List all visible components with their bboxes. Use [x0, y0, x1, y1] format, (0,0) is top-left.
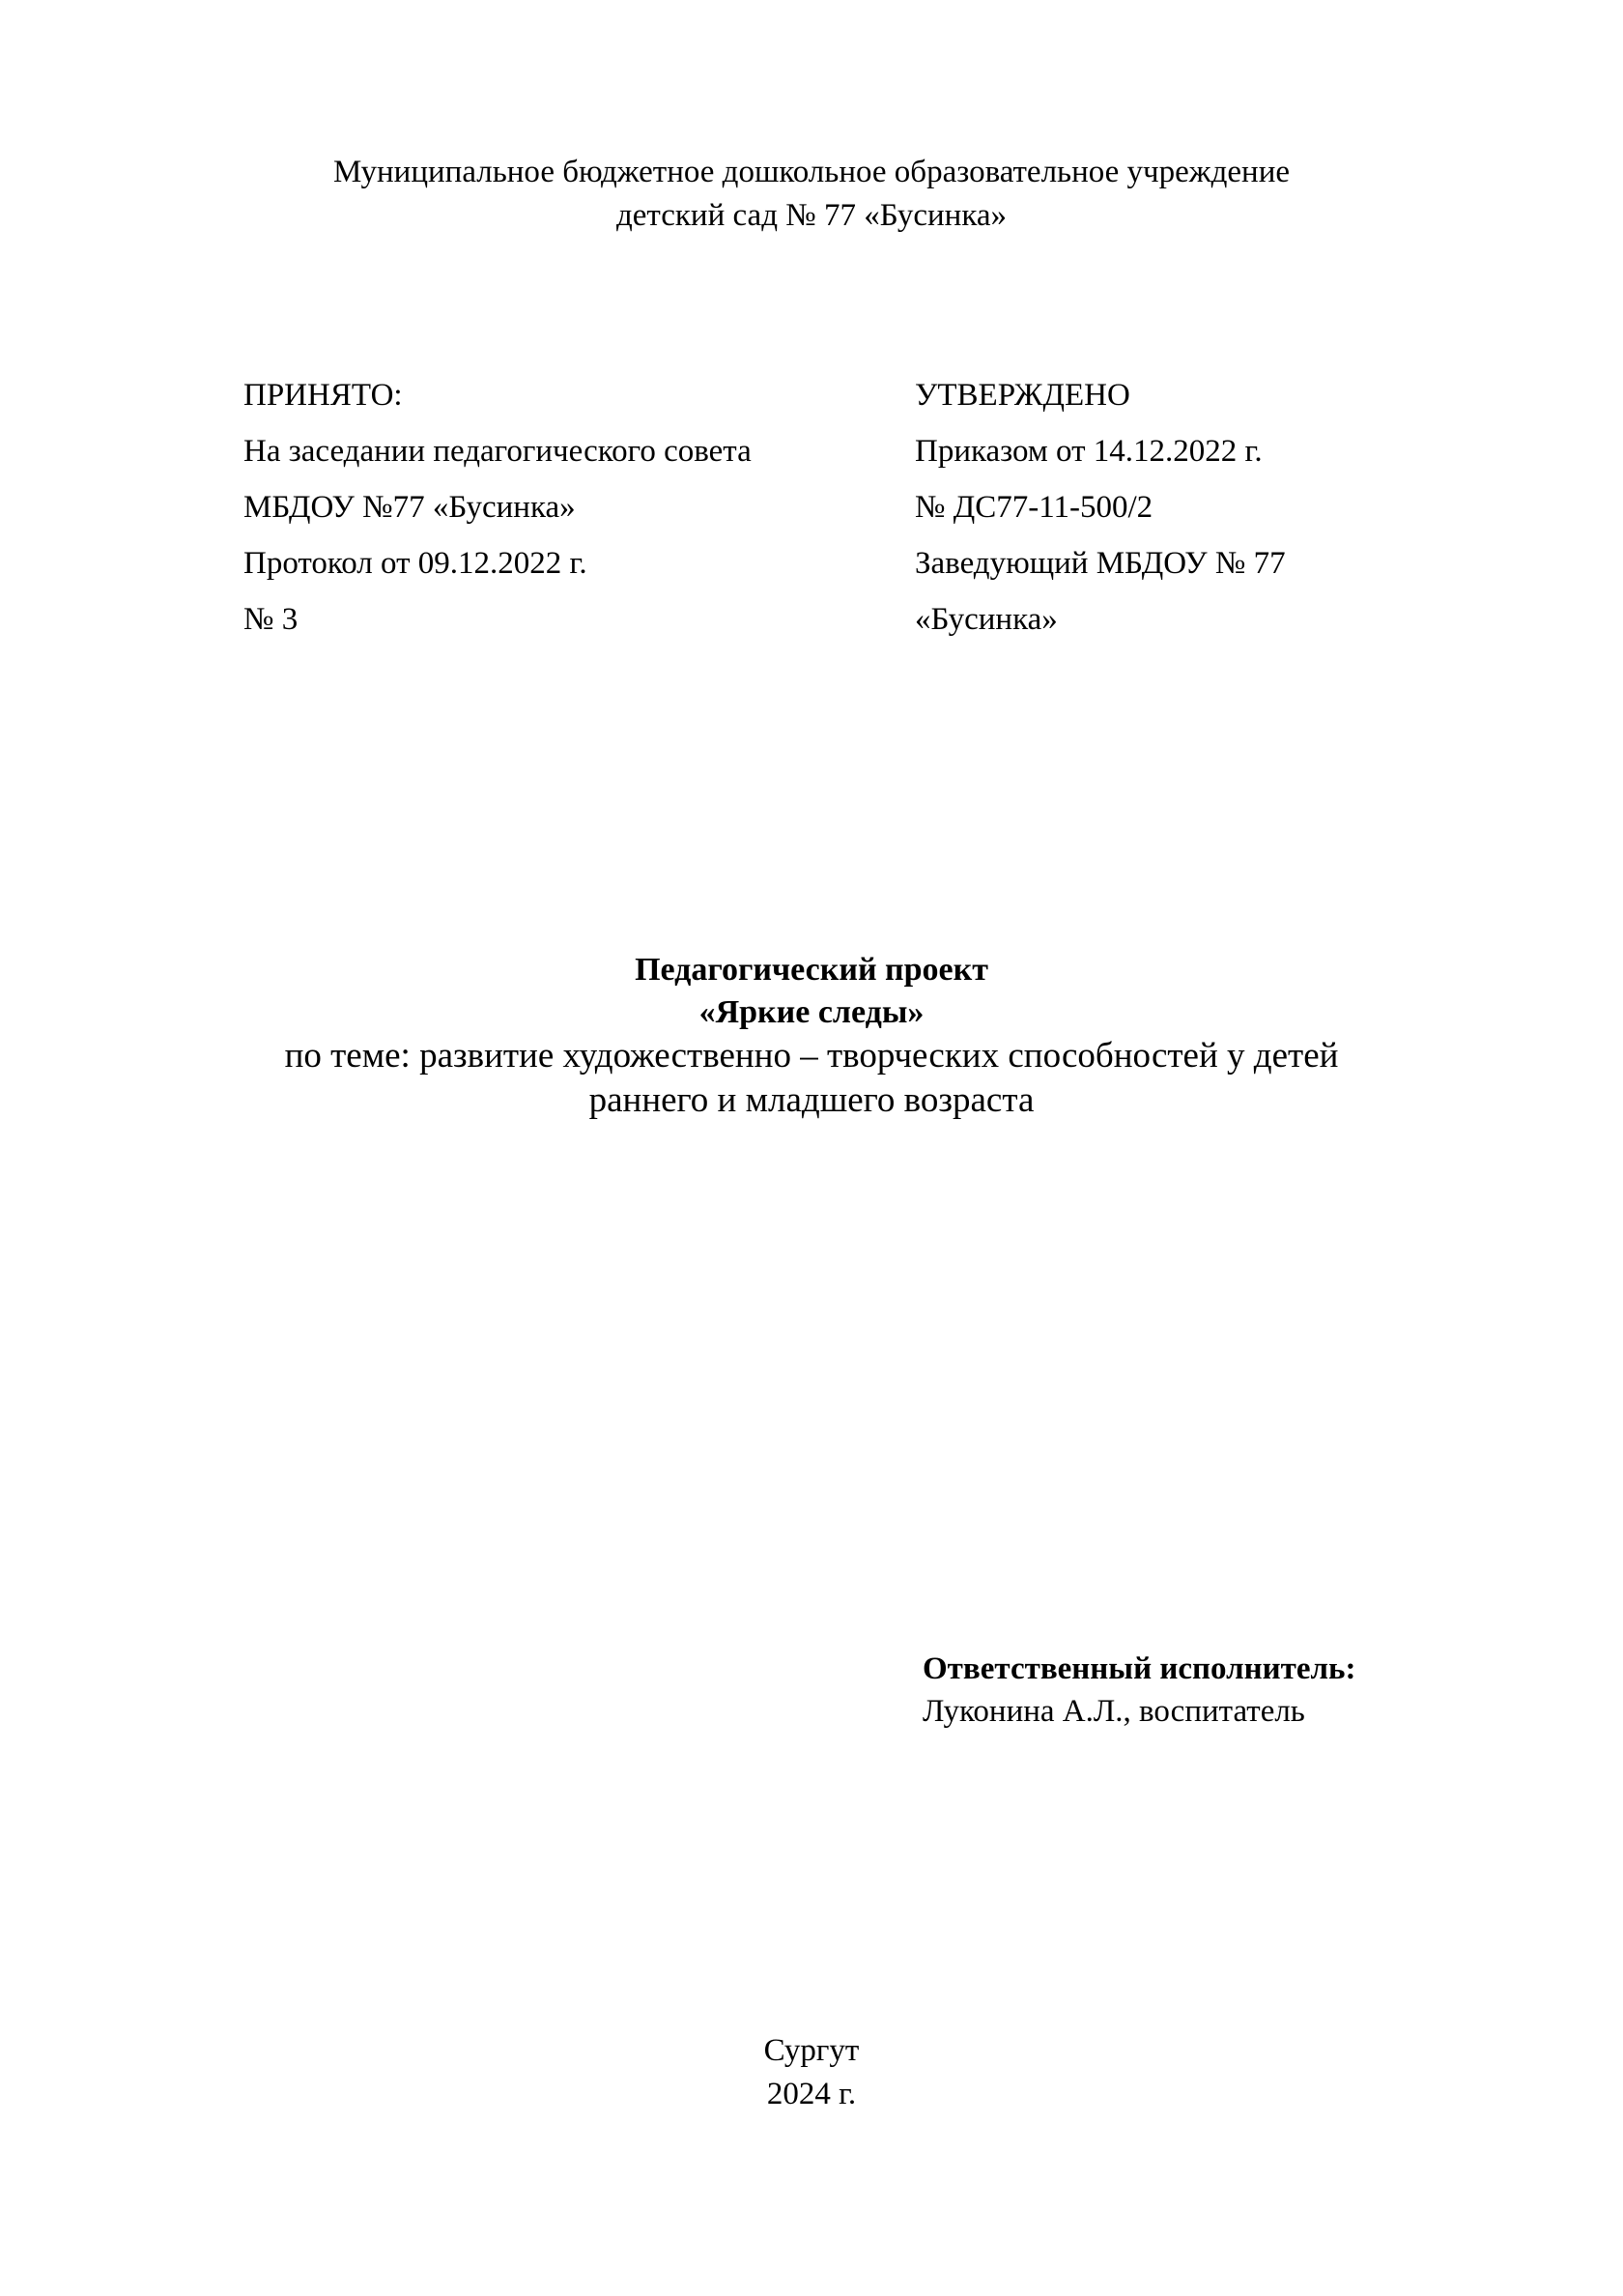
executor-name: Луконина А.Л., воспитатель	[923, 1694, 1305, 1729]
approved-institution: «Бусинка»	[915, 602, 1058, 637]
project-name: «Яркие следы»	[698, 994, 925, 1030]
project-title-block	[0, 949, 1623, 1123]
executor-block	[923, 1648, 1355, 1733]
project-title: Педагогический проект	[635, 952, 988, 988]
approved-order-date: Приказом от 14.12.2022 г.	[915, 434, 1263, 469]
approved-order-number: № ДС77-11-500/2	[915, 490, 1153, 525]
footer-block	[0, 2029, 1623, 2116]
footer-year: 2024 г.	[766, 2077, 857, 2111]
project-topic-line-1: по теме: развитие художественно – творческих способностей у детей	[284, 1036, 1339, 1076]
accepted-protocol-number: № 3	[243, 602, 299, 637]
approved-title: УТВЕРЖДЕНО	[915, 378, 1130, 413]
organization-header	[0, 151, 1623, 238]
organization-name: Муниципальное бюджетное дошкольное образовательное учреждение	[333, 155, 1290, 189]
accepted-protocol-date: Протокол от 09.12.2022 г.	[243, 546, 587, 581]
approved-block	[915, 367, 1286, 647]
accepted-council: На заседании педагогического совета	[243, 434, 752, 469]
kindergarten-name: детский сад № 77 «Бусинка»	[615, 198, 1007, 233]
executor-label: Ответственный исполнитель:	[923, 1651, 1356, 1686]
accepted-institution: МБДОУ №77 «Бусинка»	[243, 490, 576, 525]
approved-head-title: Заведующий МБДОУ № 77	[915, 546, 1286, 581]
accepted-block	[243, 367, 752, 647]
project-topic-line-2: раннего и младшего возраста	[588, 1080, 1035, 1120]
accepted-title: ПРИНЯТО:	[243, 378, 403, 413]
footer-city: Сургут	[763, 2033, 860, 2068]
